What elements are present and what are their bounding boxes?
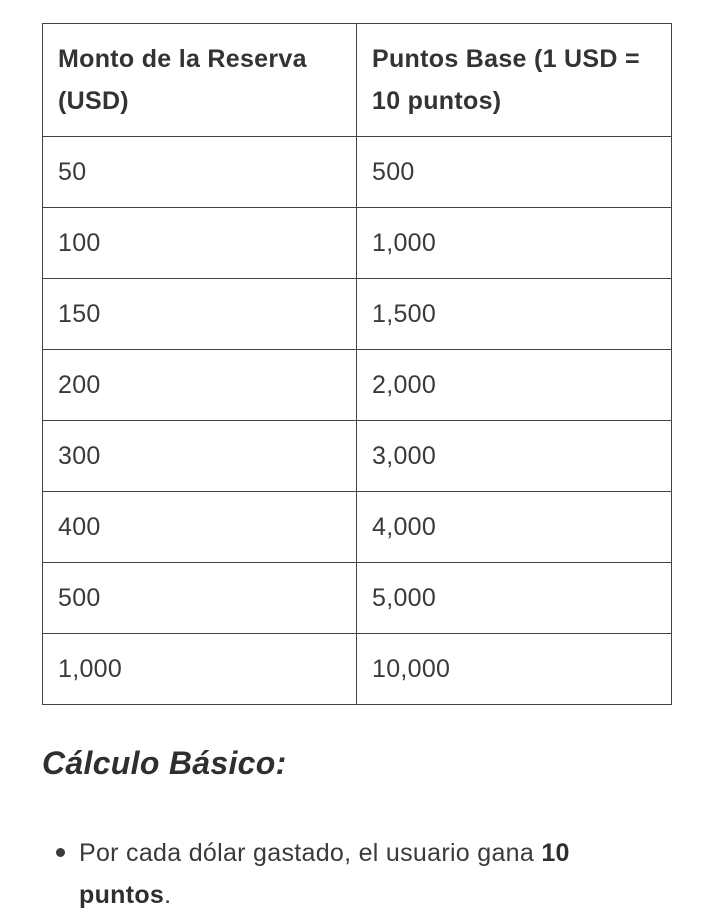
cell-points: 1,000 [357, 208, 672, 279]
cell-points: 1,500 [357, 279, 672, 350]
cell-points: 3,000 [357, 421, 672, 492]
table-header-row [43, 24, 672, 137]
cell-amount: 50 [43, 137, 357, 208]
cell-amount: 200 [43, 350, 357, 421]
cell-amount: 100 [43, 208, 357, 279]
section-heading: Cálculo Básico: [42, 745, 287, 781]
cell-amount: 300 [43, 421, 357, 492]
column-header-points: Puntos Base (1 USD = 10 puntos) [357, 24, 672, 137]
cell-points: 5,000 [357, 563, 672, 634]
bullet-list [42, 832, 662, 916]
table-row [43, 208, 672, 279]
bullet-text-end: . [164, 881, 172, 909]
cell-points: 500 [357, 137, 672, 208]
table-row [43, 492, 672, 563]
points-table [42, 23, 672, 705]
bullet-bold-text: 10 puntos [79, 839, 570, 909]
column-header-amount: Monto de la Reserva (USD) [43, 24, 357, 137]
cell-points: 10,000 [357, 634, 672, 705]
table-row [43, 634, 672, 705]
cell-amount: 150 [43, 279, 357, 350]
cell-points: 4,000 [357, 492, 672, 563]
cell-amount: 1,000 [43, 634, 357, 705]
table-row [43, 137, 672, 208]
table-row [43, 421, 672, 492]
table-row [43, 350, 672, 421]
bullet-text: Por cada dólar gastado, el usuario gana [79, 839, 542, 867]
cell-amount: 500 [43, 563, 357, 634]
cell-amount: 400 [43, 492, 357, 563]
cell-points: 2,000 [357, 350, 672, 421]
table-row [43, 563, 672, 634]
list-item [42, 832, 662, 916]
table-row [43, 279, 672, 350]
bullet-dot-icon [56, 848, 65, 857]
